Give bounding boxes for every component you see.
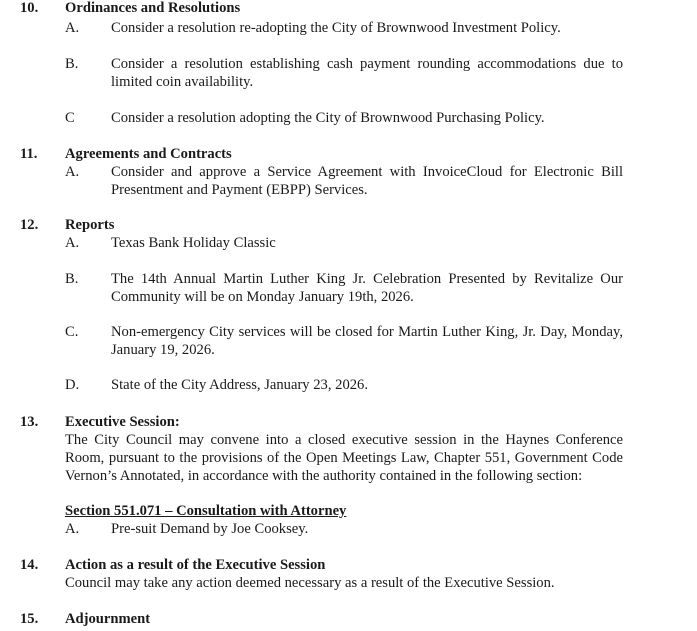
section-paragraph: Council may take any action deemed necessary as a result of the Executive Session. (65, 575, 555, 591)
section-paragraph: The City Council may convene into a closed executive session in the Haynes Conference Room, pursuant to the provisions of the Open Meetings Law, Chapter 551, Government Code Vernon’s Annotated, in accordance with the authority contained in the following section: (65, 432, 623, 484)
item-text: Non-emergency City services will be closed for Martin Luther King, Jr. Day, Monday, January 19, 2026. (111, 324, 623, 358)
item-text: The 14th Annual Martin Luther King Jr. Celebration Presented by Revitalize Our Community will be on Monday January 19th, 2026. (111, 271, 623, 305)
item-text: Consider a resolution re-adopting the City of Brownwood Investment Policy. (111, 20, 561, 36)
item-letter: B. (65, 56, 79, 72)
item-text: Texas Bank Holiday Classic (111, 235, 276, 251)
item-text: Consider a resolution adopting the City of Brownwood Purchasing Policy. (111, 110, 545, 126)
section-number: 14. (20, 557, 39, 573)
section-title: Ordinances and Resolutions (65, 0, 241, 16)
section-title: Reports (65, 217, 115, 233)
section-title: Agreements and Contracts (65, 146, 232, 162)
section-title: Executive Session: (65, 414, 180, 430)
item-text: Consider and approve a Service Agreement with InvoiceCloud for Electronic Bill Presentment and Payment (EBPP) Services. (111, 164, 623, 198)
item-letter: B. (65, 271, 79, 287)
item-text: State of the City Address, January 23, 2026. (111, 377, 368, 393)
item-letter: A. (65, 20, 80, 36)
item-letter: A. (65, 521, 80, 537)
section-number: 13. (20, 414, 39, 430)
item-text: Pre-suit Demand by Joe Cooksey. (111, 521, 309, 537)
section-subheading: Section 551.071 – Consultation with Attorney (65, 503, 347, 519)
item-text: Consider a resolution establishing cash payment rounding accommodations due to limited coin availability. (111, 56, 623, 90)
section-number: 15. (20, 611, 39, 627)
item-letter: A. (65, 164, 80, 180)
item-letter: C (65, 110, 75, 126)
item-letter: C. (65, 324, 79, 340)
section-number: 12. (20, 217, 39, 233)
item-letter: A. (65, 235, 80, 251)
section-number: 10. (20, 0, 39, 16)
section-title: Adjournment (65, 611, 151, 627)
section-title: Action as a result of the Executive Session (65, 557, 326, 573)
section-number: 11. (20, 146, 38, 162)
item-letter: D. (65, 377, 80, 393)
